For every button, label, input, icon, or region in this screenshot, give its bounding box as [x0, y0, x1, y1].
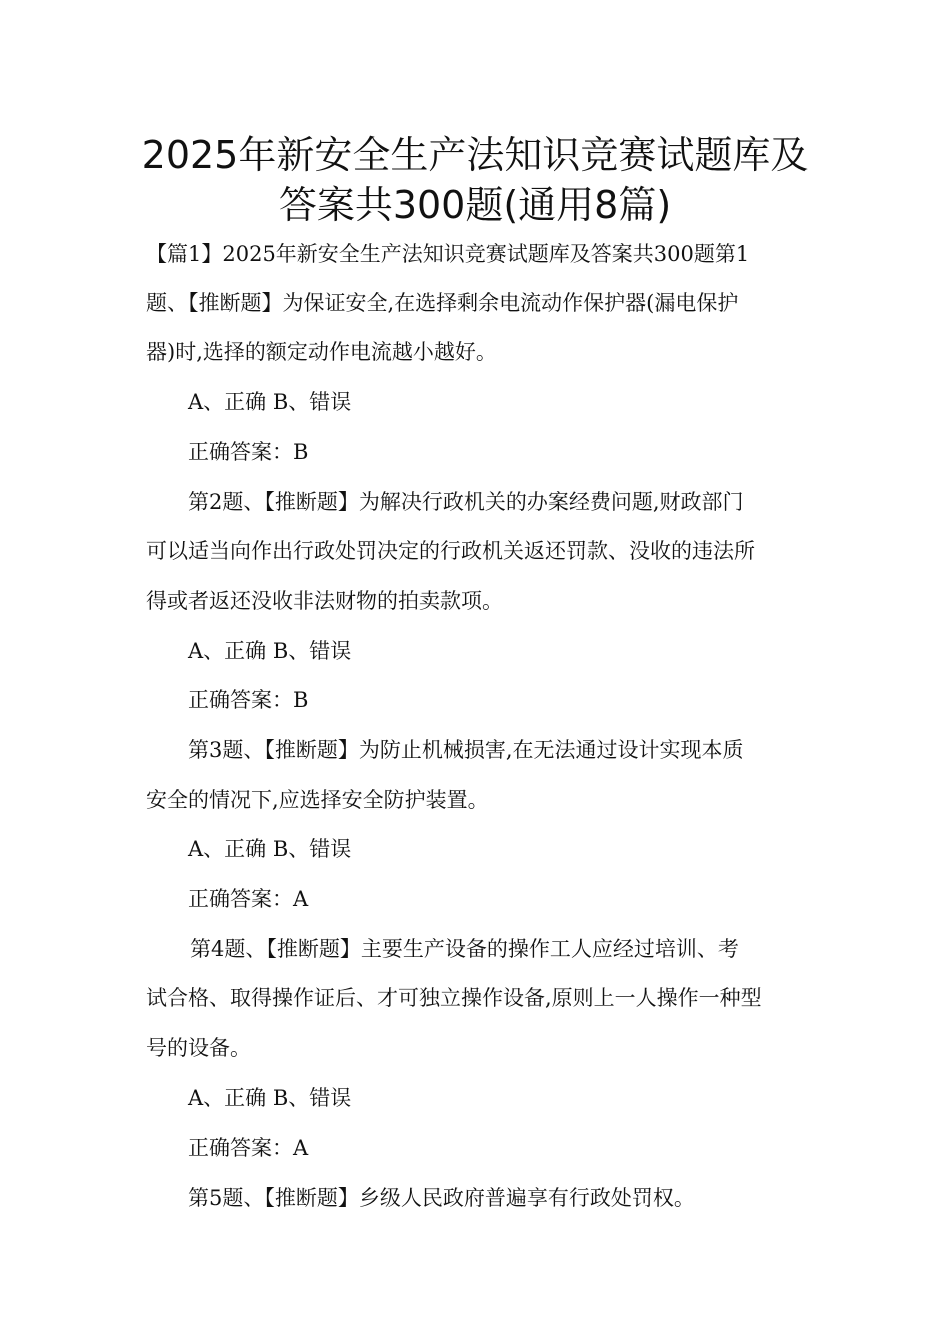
- paragraph-line: 第5题、【推断题】乡级人民政府普遍享有行政处罚权。: [188, 1186, 695, 1210]
- paragraph-line: 器)时,选择的额定动作电流越小越好。: [146, 340, 497, 364]
- paragraph-line: 第2题、【推断题】为解决行政机关的办案经费问题,财政部门: [188, 490, 744, 514]
- answer-options: A、正确 B、错误: [188, 639, 352, 663]
- paragraph-line: 可以适当向作出行政处罚决定的行政机关返还罚款、没收的违法所: [146, 539, 755, 563]
- paragraph-line: 第4题、【推断题】主要生产设备的操作工人应经过培训、考: [190, 937, 739, 961]
- document-title-line-2: 答案共300题(通用8篇): [278, 183, 672, 227]
- paragraph-line: 【篇1】2025年新安全生产法知识竞赛试题库及答案共300题第1: [146, 242, 750, 266]
- paragraph-line: 安全的情况下,应选择安全防护装置。: [146, 788, 489, 812]
- paragraph-line: 题、【推断题】为保证安全,在选择剩余电流动作保护器(漏电保护: [146, 291, 739, 315]
- answer-options: A、正确 B、错误: [188, 837, 352, 861]
- answer-options: A、正确 B、错误: [188, 390, 352, 414]
- correct-answer: 正确答案：B: [188, 688, 309, 712]
- answer-options: A、正确 B、错误: [188, 1086, 352, 1110]
- paragraph-line: 第3题、【推断题】为防止机械损害,在无法通过设计实现本质: [188, 738, 744, 762]
- document-title-line-1: 2025年新安全生产法知识竞赛试题库及: [141, 133, 809, 177]
- paragraph-line: 得或者返还没收非法财物的拍卖款项。: [146, 589, 503, 613]
- paragraph-line: 号的设备。: [146, 1036, 251, 1060]
- paragraph-line: 试合格、取得操作证后、才可独立操作设备,原则上一人操作一种型: [146, 986, 762, 1010]
- correct-answer: 正确答案：A: [188, 1136, 309, 1160]
- correct-answer: 正确答案：A: [188, 887, 309, 911]
- correct-answer: 正确答案：B: [188, 440, 309, 464]
